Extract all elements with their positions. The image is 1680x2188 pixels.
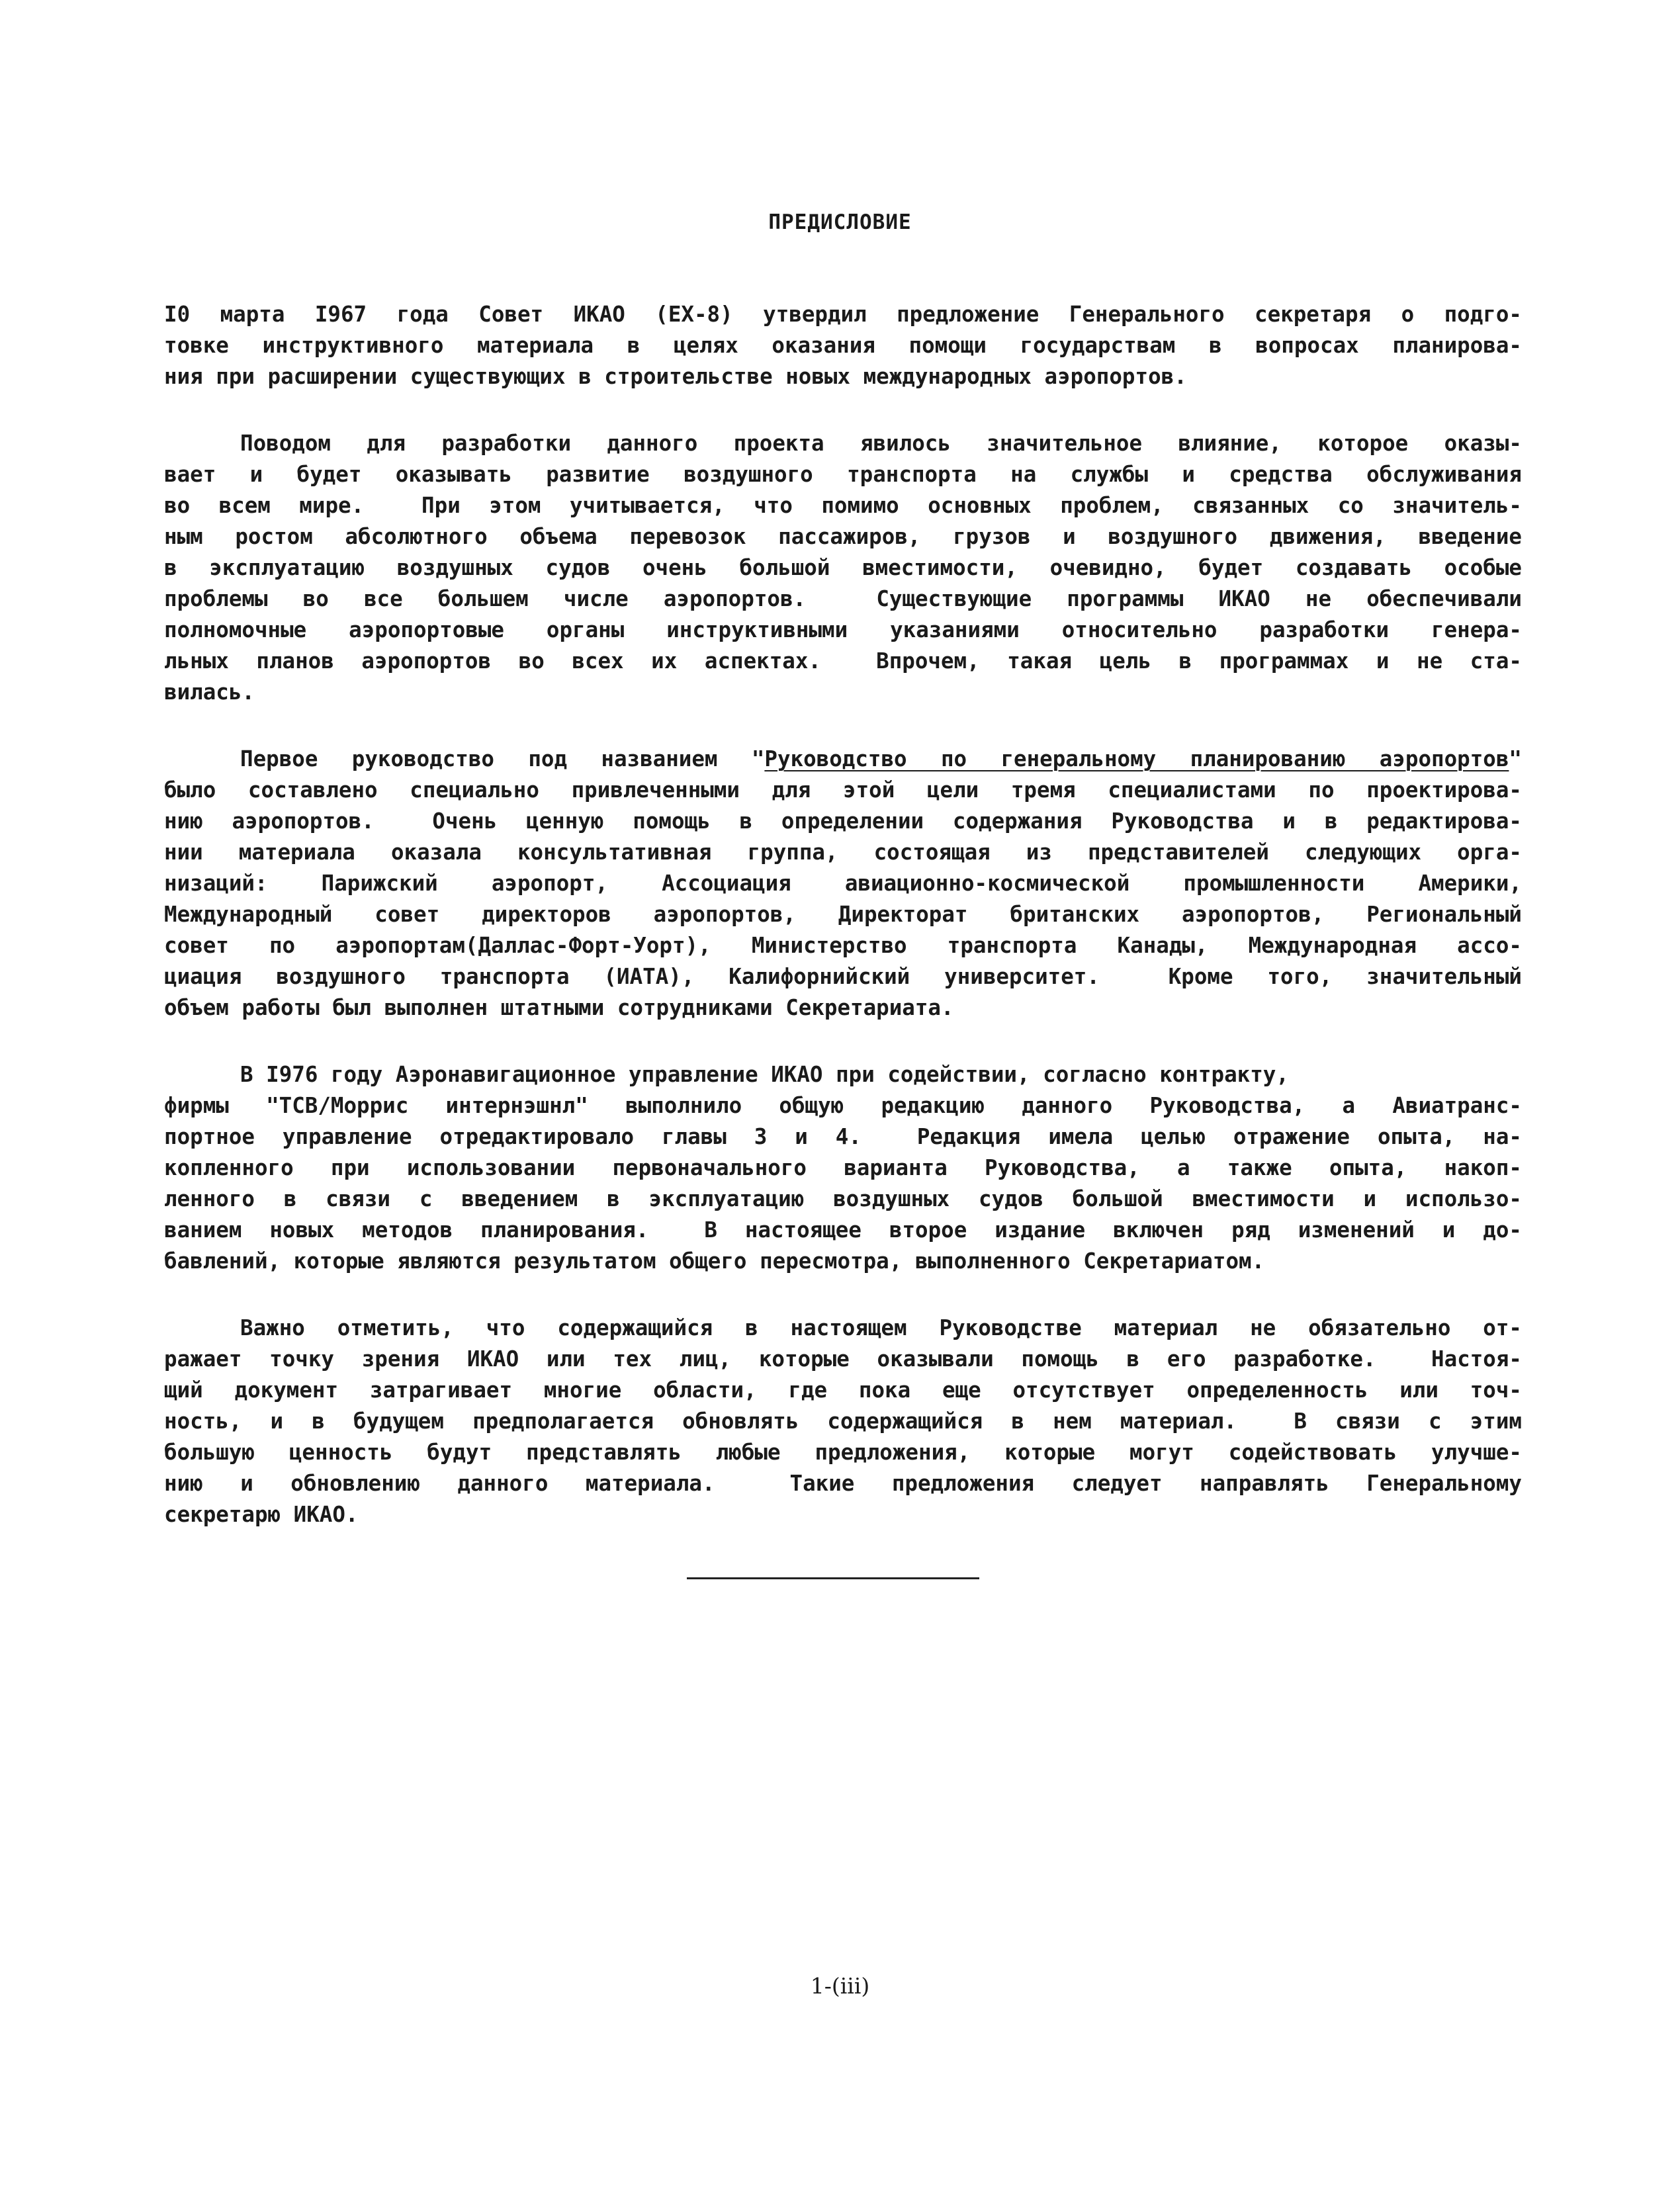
text-line: большую ценность будут представлять любые предложения, которые могут содействовать улучше- <box>164 1440 1522 1465</box>
text-line: щий документ затрагивает многие области, где пока еще отсутствует определенность или точ- <box>164 1378 1522 1403</box>
text-fragment: " <box>1509 746 1522 771</box>
text-line: ражает точку зрения ИКАО или тех лиц, которые оказывали помощь в его разработке. Настоя- <box>164 1346 1522 1372</box>
text-line: бавлений, которые являются результатом общего пересмотра, выполненного Секретариатом. <box>164 1248 1265 1274</box>
text-line: вилась. <box>164 679 255 705</box>
text-line: портное управление отредактировало главы 3 и 4. Редакция имела целью отражение опыта, на- <box>164 1124 1522 1149</box>
text-line <box>164 744 1522 775</box>
text-line: проблемы во все большем числе аэропортов. Существующие программы ИКАО не обеспечивали <box>164 586 1522 611</box>
paragraph-4 <box>164 1059 1522 1277</box>
text-line: Важно отметить, что содержащийся в настоящем Руководстве материал не обязательно от- <box>240 1315 1522 1340</box>
text-line: I0 марта I967 года Совет ИКАО (ЕХ-8) утвердил предложение Генерального секретаря о подго- <box>164 302 1522 327</box>
text-line: В I976 году Аэронавигационное управление ИКАО при содействии, согласно контракту, <box>240 1062 1289 1087</box>
text-line: совет по аэропортам(Даллас-Форт-Уорт), Министерство транспорта Канады, Международная ассо- <box>164 933 1522 958</box>
paragraph-3 <box>164 744 1522 1024</box>
manual-title-reference: Руководство по генеральному планированию аэропортов <box>764 746 1509 771</box>
text-line: нию и обновлению данного материала. Такие предложения следует направлять Генеральному <box>164 1471 1522 1496</box>
text-fragment: Первое руководство под названием " <box>240 746 765 771</box>
text-line: товке инструктивного материала в целях оказания помощи государствам в вопросах планирова- <box>164 333 1522 358</box>
text-line: ленного в связи с введением в эксплуатацию воздушных судов большой вместимости и использо- <box>164 1186 1522 1211</box>
text-line: Поводом для разработки данного проекта явилось значительное влияние, которое оказы- <box>240 431 1522 456</box>
text-line: секретарю ИКАО. <box>164 1502 359 1527</box>
text-line: полномочные аэропортовые органы инструктивными указаниями относительно разработки генера- <box>164 617 1522 642</box>
text-line: во всем мире. При этом учитывается, что помимо основных проблем, связанных со значитель- <box>164 493 1522 518</box>
page-title: ПРЕДИСЛОВИЕ <box>768 210 912 234</box>
text-line: в эксплуатацию воздушных судов очень большой вместимости, очевидно, будет создавать особые <box>164 555 1522 580</box>
text-line: ванием новых методов планирования. В настоящее второе издание включен ряд изменений и до- <box>164 1217 1522 1243</box>
text-line: было составлено специально привлеченными для этой цели тремя специалистами по проектирова- <box>164 777 1522 803</box>
text-line: низаций: Парижский аэропорт, Ассоциация авиационно-космической промышленности Америки, <box>164 871 1522 896</box>
text-line: копленного при использовании первоначального варианта Руководства, а также опыта, накоп- <box>164 1155 1522 1180</box>
paragraph-5 <box>164 1313 1522 1530</box>
text-line: объем работы был выполнен штатными сотрудниками Секретариата. <box>164 995 954 1020</box>
text-line: вает и будет оказывать развитие воздушного транспорта на службы и средства обслуживания <box>164 462 1522 487</box>
text-line: ным ростом абсолютного объема перевозок пассажиров, грузов и воздушного движения, введение <box>164 524 1522 549</box>
text-line: ность, и в будущем предполагается обновлять содержащийся в нем материал. В связи с этим <box>164 1409 1522 1434</box>
text-line: нию аэропортов. Очень ценную помощь в определении содержания Руководства и в редактирова- <box>164 809 1522 834</box>
body-text <box>164 299 1522 1566</box>
section-divider <box>687 1577 979 1579</box>
text-line: ния при расширении существующих в строительстве новых международных аэропортов. <box>164 364 1187 389</box>
text-line: Международный совет директоров аэропортов, Директорат британских аэропортов, Региональный <box>164 902 1522 927</box>
text-line: нии материала оказала консультативная группа, состоящая из представителей следующих орга- <box>164 840 1522 865</box>
text-line: фирмы "ТСВ/Моррис интернэшнл" выполнило общую редакцию данного Руководства, а Авиатранс- <box>164 1093 1522 1118</box>
page-number: 1-(iii) <box>810 1973 870 1999</box>
text-line: льных планов аэропортов во всех их аспектах. Впрочем, такая цель в программах и не ста- <box>164 648 1522 674</box>
paragraph-2 <box>164 428 1522 708</box>
text-line: циация воздушного транспорта (ИАТА), Калифорнийский университет. Кроме того, значительный <box>164 964 1522 989</box>
paragraph-1 <box>164 299 1522 392</box>
